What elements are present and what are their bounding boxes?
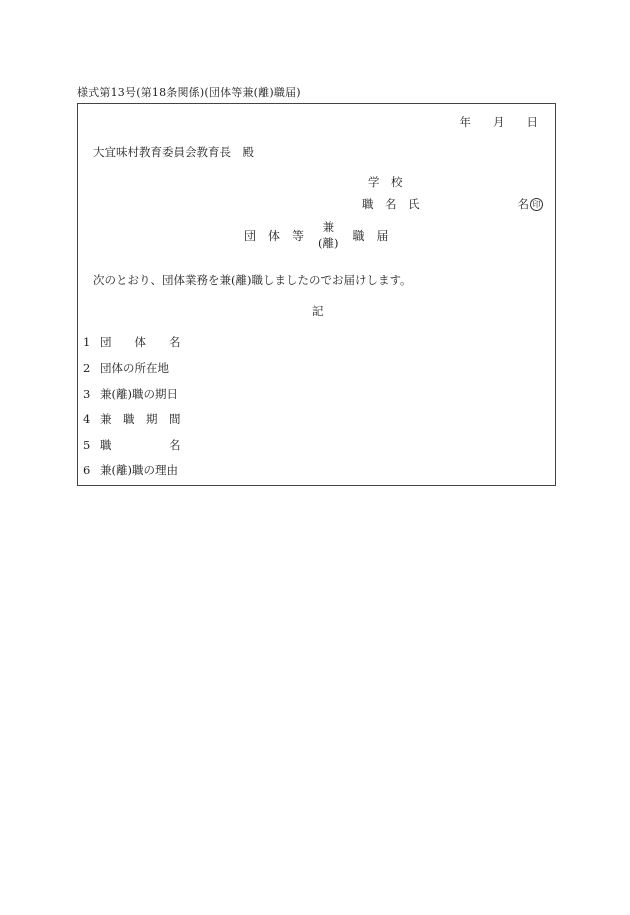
title-stack-top: 兼 [322,220,334,234]
name-suffix: 名 [517,197,529,211]
list-item [83,386,178,402]
item-number: 4 [83,412,91,426]
addressee: 大宜味村教育委員会教育長 殿 [93,145,254,159]
item-label: 職 名 [100,438,181,452]
list-item [83,437,181,453]
item-label: 団 体 名 [100,335,181,349]
title-stack [318,219,338,251]
title-stack-bottom: (離) [318,236,339,250]
seal-icon: 印 [530,198,543,211]
date-month: 月 [493,115,505,129]
item-label: 兼(離)職の理由 [100,463,178,477]
date-year: 年 [459,115,471,129]
title-left: 団 体 等 [244,228,305,243]
list-item [83,411,181,427]
item-label: 団体の所在地 [100,361,169,375]
item-number: 1 [83,335,91,349]
list-item [83,462,178,478]
name-label: 職 名 氏 [362,197,420,211]
date-line [460,114,539,130]
item-label: 兼(離)職の期日 [100,387,178,401]
item-number: 5 [83,438,91,452]
ki-heading: 記 [312,304,324,318]
school-label: 学 校 [368,175,403,189]
item-number: 6 [83,463,91,477]
form-frame [77,103,556,486]
name-seal-group [518,196,544,212]
document-title [244,219,389,251]
item-number: 3 [83,387,91,401]
form-number-label: 様式第13号(第18条関係)(団体等兼(離)職届) [77,86,301,99]
item-number: 2 [83,361,91,375]
item-label: 兼 職 期 間 [100,412,181,426]
title-right: 職 届 [352,228,389,243]
list-item [83,360,169,376]
body-text: 次のとおり、団体業務を兼(離)職しましたのでお届けします。 [93,273,412,287]
date-day: 日 [526,115,538,129]
list-item [83,334,181,350]
